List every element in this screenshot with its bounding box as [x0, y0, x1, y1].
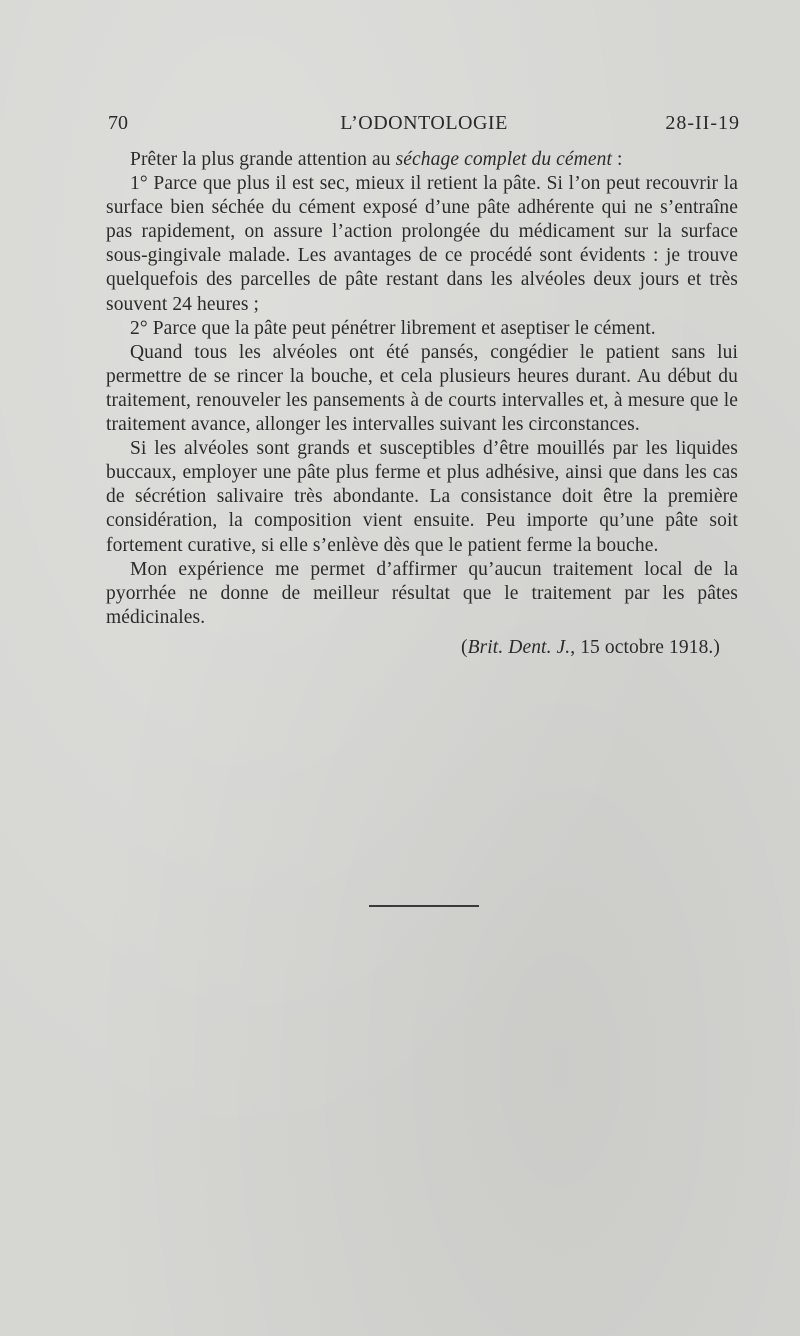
- citation-open: (: [460, 636, 468, 658]
- paragraph-3: 2° Parce que la pâte peut pénétrer librement et aseptiser le cément.: [130, 317, 656, 339]
- paragraph-1-text: Prêter la plus grande attention au: [130, 149, 396, 170]
- citation: [106, 636, 738, 660]
- issue-date: 28-II-19: [665, 112, 740, 134]
- paragraph-2: 1° Parce que plus il est sec, mieux il retient la pâte. Si l’on peut recouvrir la surface bien séchée du cément exposé d’une pâte adhérente qui ne s’entraîne pas rapidement, on assure l’action prolongée du médicament sur la surface sous-gingivale malade. Les avantages de ce procédé sont évidents : je trouve quelquefois des parcelles de pâte restant dans les alvéoles deux jours et très souvent 24 heures ;: [106, 173, 738, 315]
- paragraph-5: Si les alvéoles sont grands et susceptibles d’être mouillés par les liquides buccaux, employer une pâte plus ferme et plus adhésive, ainsi que dans les cas de sécrétion salivaire très abondante. La consistance doit être la première considération, la composition vient ensuite. Peu importe qu’une pâte soit fortement curative, si elle s’enlève dès que le patient ferme la bouche.: [106, 438, 738, 556]
- paragraph-6: Mon expérience me permet d’affirmer qu’aucun traitement local de la pyorrhée ne donne de meilleur résultat que le traitement par les pâtes médicinales.: [106, 558, 738, 628]
- journal-title: L’ODONTOLOGIE: [340, 112, 508, 134]
- paragraph-4: Quand tous les alvéoles ont été pansés, congédier le patient sans lui permettre de se rincer la bouche, et cela plusieurs heures durant. Au début du traitement, renouveler les pansements à de courts intervalles et, à mesure que le traitement avance, allonger les intervalles suivant les circonstances.: [106, 341, 738, 436]
- article-body: [106, 148, 738, 660]
- running-header: [108, 112, 740, 142]
- paragraph-1: [106, 148, 738, 172]
- citation-source: Brit. Dent. J.: [467, 636, 571, 658]
- section-divider: [369, 905, 479, 907]
- paragraph-1-end: :: [611, 149, 623, 170]
- paragraph-1-emphasis: séchage complet du cément: [395, 149, 612, 170]
- citation-rest: , 15 octobre 1918.): [570, 636, 720, 658]
- page-number: 70: [108, 112, 128, 134]
